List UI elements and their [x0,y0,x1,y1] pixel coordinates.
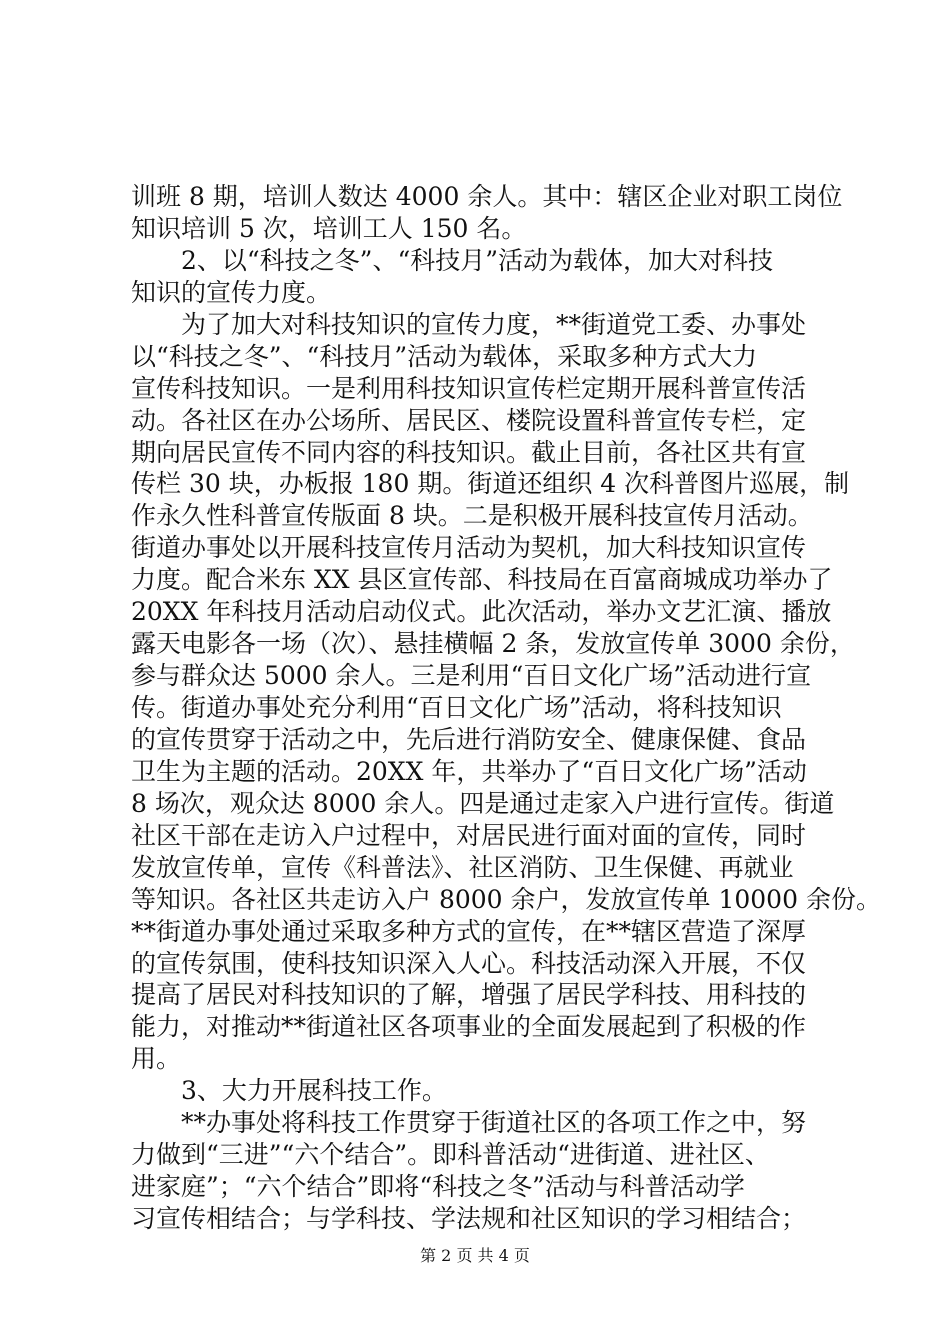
text-line: 等知识。各社区共走访入户 8000 余户，发放宣传单 10000 余份。 [131,885,881,914]
text-line: 期向居民宣传不同内容的科技知识。截止目前，各社区共有宣 [131,438,807,467]
text-line: 8 场次，观众达 8000 余人。四是通过走家入户进行宣传。街道 [131,789,835,818]
text-line: 卫生为主题的活动。20XX 年，共举办了“百日文化广场”活动 [131,757,807,786]
text-line: 为了加大对科技知识的宣传力度，**街道党工委、办事处 [181,310,807,339]
text-line: 街道办事处以开展科技宣传月活动为契机，加大科技知识宣传 [131,533,807,562]
text-line: 力度。配合米东 XX 县区宣传部、科技局在百富商城成功举办了 [131,565,833,594]
page-number-footer: 第 2 页 共 4 页 [420,1246,530,1265]
text-line: 知识的宣传力度。 [131,278,332,307]
text-line: 进家庭”；“六个结合”即将“科技之冬”活动与科普活动学 [131,1172,745,1201]
text-line: 知识培训 5 次，培训工人 150 名。 [131,214,527,243]
text-line: 传。街道办事处充分利用“百日文化广场”活动，将科技知识 [131,693,782,722]
text-line: 社区干部在走访入户过程中，对居民进行面对面的宣传，同时 [131,821,807,850]
text-line: **办事处将科技工作贯穿于街道社区的各项工作之中，努 [181,1108,807,1137]
text-line: 的宣传贯穿于活动之中，先后进行消防安全、健康保健、食品 [131,725,807,754]
text-line: 的宣传氛围，使科技知识深入人心。科技活动深入开展，不仅 [131,949,807,978]
text-line: 3、大力开展科技工作。 [181,1076,447,1105]
text-line: 习宣传相结合；与学科技、学法规和社区知识的学习相结合； [131,1204,807,1233]
text-line: 宣传科技知识。一是利用科技知识宣传栏定期开展科普宣传活 [131,374,807,403]
text-line: 用。 [131,1044,182,1073]
text-line: 力做到“三进”“六个结合”。即科普活动“进街道、进社区、 [131,1140,770,1169]
text-line: 动。各社区在办公场所、居民区、楼院设置科普宣传专栏，定 [131,406,807,435]
text-line: 2、以“科技之冬”、“科技月”活动为载体，加大对科技 [181,246,774,275]
text-line: 传栏 30 块，办板报 180 期。街道还组织 4 次科普图片巡展，制 [131,469,850,498]
text-line: **街道办事处通过采取多种方式的宣传，在**辖区营造了深厚 [131,917,807,946]
text-line: 参与群众达 5000 余人。三是利用“百日文化广场”活动进行宣 [131,661,812,690]
text-line: 20XX 年科技月活动启动仪式。此次活动，举办文艺汇演、播放 [131,597,832,626]
text-line: 能力，对推动**街道社区各项事业的全面发展起到了积极的作 [131,1012,807,1041]
text-line: 训班 8 期，培训人数达 4000 余人。其中：辖区企业对职工岗位 [131,182,843,211]
text-line: 提高了居民对科技知识的了解，增强了居民学科技、用科技的 [131,980,807,1009]
text-line: 以“科技之冬”、“科技月”活动为载体，采取多种方式大力 [131,342,758,371]
text-line: 露天电影各一场（次）、悬挂横幅 2 条，发放宣传单 3000 余份， [131,629,855,658]
text-line: 作永久性科普宣传版面 8 块。二是积极开展科技宣传月活动。 [131,501,813,530]
text-line: 发放宣传单，宣传《科普法》、社区消防、卫生保健、再就业 [131,853,794,882]
